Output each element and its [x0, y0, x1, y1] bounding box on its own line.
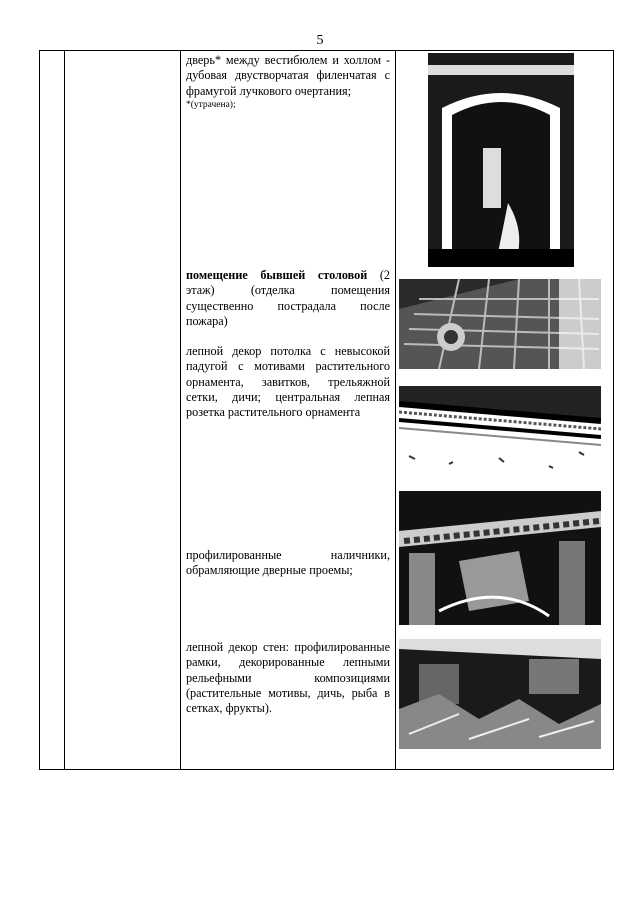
door-note: *(утрачена);	[186, 99, 236, 110]
door-description: дверь* между вестибюлем и холлом - дубовая двустворчатая филенчатая с фрамугой лучкового очертания;	[186, 53, 390, 98]
door-frames-description: профилированные наличники, обрамляющие дверные проемы;	[186, 548, 390, 578]
dining-room-heading	[186, 268, 390, 329]
ceiling-photo	[399, 279, 601, 369]
wall-decor-description: лепной декор стен: профилированные рамки, декорированные лепными рельефными композициями (растительные мотивы, дичь, рыба в сетках, фрукты).	[186, 640, 390, 716]
column-divider-3	[395, 51, 396, 769]
row-1-text-block	[186, 53, 390, 111]
column-divider-1	[64, 51, 65, 769]
row-4-text-block	[186, 640, 390, 716]
door-frame-photo	[399, 491, 601, 625]
wall-decor-photo	[399, 639, 601, 749]
document-table	[39, 50, 614, 770]
dining-room-heading-rest: (2 этаж) (отделка помещения существенно пострадала после пожара)	[186, 268, 390, 328]
cornice-photo	[399, 386, 601, 476]
door-photo	[428, 53, 574, 267]
row-3-text-block	[186, 548, 390, 579]
row-2-text-block	[186, 268, 390, 421]
dining-room-heading-bold: помещение бывшей столовой	[186, 268, 368, 282]
ceiling-description: лепной декор потолка с невысокой падугой с мотивами растительного орнамента, завитков, трельяжной сетки, дичи; центральная лепная розетка растительного орнамента	[186, 344, 390, 420]
page-number: 5	[316, 33, 324, 48]
column-divider-2	[180, 51, 181, 769]
